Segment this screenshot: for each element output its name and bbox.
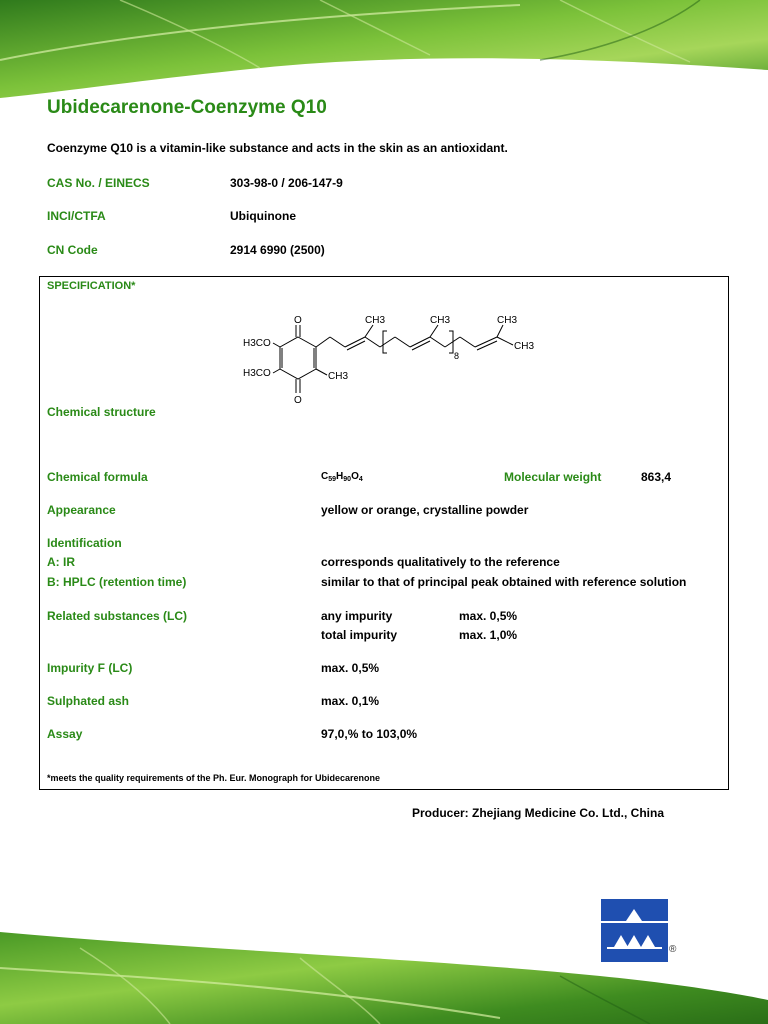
formula-h-count: 90	[343, 476, 352, 483]
cn-code-value: 2914 6990 (2500)	[230, 243, 325, 257]
total-impurity-value: max. 1,0%	[459, 628, 518, 642]
specification-box	[39, 276, 729, 790]
footer-leaf-banner	[0, 928, 768, 1024]
producer-text: Producer: Zhejiang Medicine Co. Ltd., China	[412, 806, 665, 820]
any-impurity-value: max. 0,5%	[459, 609, 518, 623]
ir-value: corresponds qualitatively to the reference	[321, 555, 560, 569]
methoxy-bottom: H3CO	[243, 368, 271, 379]
assay-value: 97,0,% to 103,0%	[321, 727, 418, 741]
molecular-weight-value: 863,4	[641, 470, 672, 484]
formula-c: C	[321, 471, 329, 482]
end-methyl-2: CH3	[514, 341, 535, 352]
formula-o: O	[351, 471, 359, 482]
inci-label: INCI/CTFA	[47, 209, 106, 223]
hplc-label: B: HPLC (retention time)	[47, 575, 187, 589]
molecular-weight-label: Molecular weight	[504, 470, 602, 484]
ring-methyl: CH3	[328, 371, 349, 382]
appearance-value: yellow or orange, crystalline powder	[321, 503, 529, 517]
formula-h: H	[336, 471, 344, 482]
hplc-value: similar to that of principal peak obtained with reference solution	[321, 575, 687, 589]
inci-value: Ubiquinone	[230, 209, 296, 223]
chemical-structure-label: Chemical structure	[47, 405, 156, 419]
chain-methyl-1: CH3	[365, 315, 386, 326]
methoxy-top: H3CO	[243, 338, 271, 349]
chain-methyl-2: CH3	[430, 315, 451, 326]
chemical-formula-value	[321, 471, 363, 482]
header-leaf-banner	[0, 0, 768, 100]
formula-c-count: 59	[328, 476, 337, 483]
footnote: *meets the quality requirements of the Ph. Eur. Monograph for Ubidecarenone	[47, 773, 381, 783]
intro-text: Coenzyme Q10 is a vitamin-like substance and acts in the skin as an antioxidant.	[47, 141, 508, 155]
total-impurity-label: total impurity	[321, 628, 398, 642]
chemical-structure-diagram	[235, 313, 565, 419]
ketone-oxygen-bottom: O	[294, 395, 302, 406]
chemical-formula-label: Chemical formula	[47, 470, 148, 484]
cas-value: 303-98-0 / 206-147-9	[230, 176, 343, 190]
registered-mark: ®	[669, 944, 677, 955]
related-substances-label: Related substances (LC)	[47, 609, 188, 623]
page-title: Ubidecarenone-Coenzyme Q10	[47, 97, 327, 118]
sulphated-ash-label: Sulphated ash	[47, 694, 130, 708]
impurity-f-label: Impurity F (LC)	[47, 661, 133, 675]
sulphated-ash-value: max. 0,1%	[321, 694, 380, 708]
repeat-count: 8	[454, 351, 460, 361]
identification-label: Identification	[47, 536, 122, 550]
ir-label: A: IR	[47, 555, 75, 569]
ketone-oxygen-top: O	[294, 315, 302, 326]
any-impurity-label: any impurity	[321, 609, 393, 623]
cn-code-label: CN Code	[47, 243, 98, 257]
specification-title: SPECIFICATION*	[47, 280, 136, 292]
formula-o-count: 4	[358, 476, 363, 483]
end-methyl-1: CH3	[497, 315, 518, 326]
appearance-label: Appearance	[47, 503, 116, 517]
assay-label: Assay	[47, 727, 83, 741]
cas-label: CAS No. / EINECS	[47, 176, 150, 190]
impurity-f-value: max. 0,5%	[321, 661, 380, 675]
